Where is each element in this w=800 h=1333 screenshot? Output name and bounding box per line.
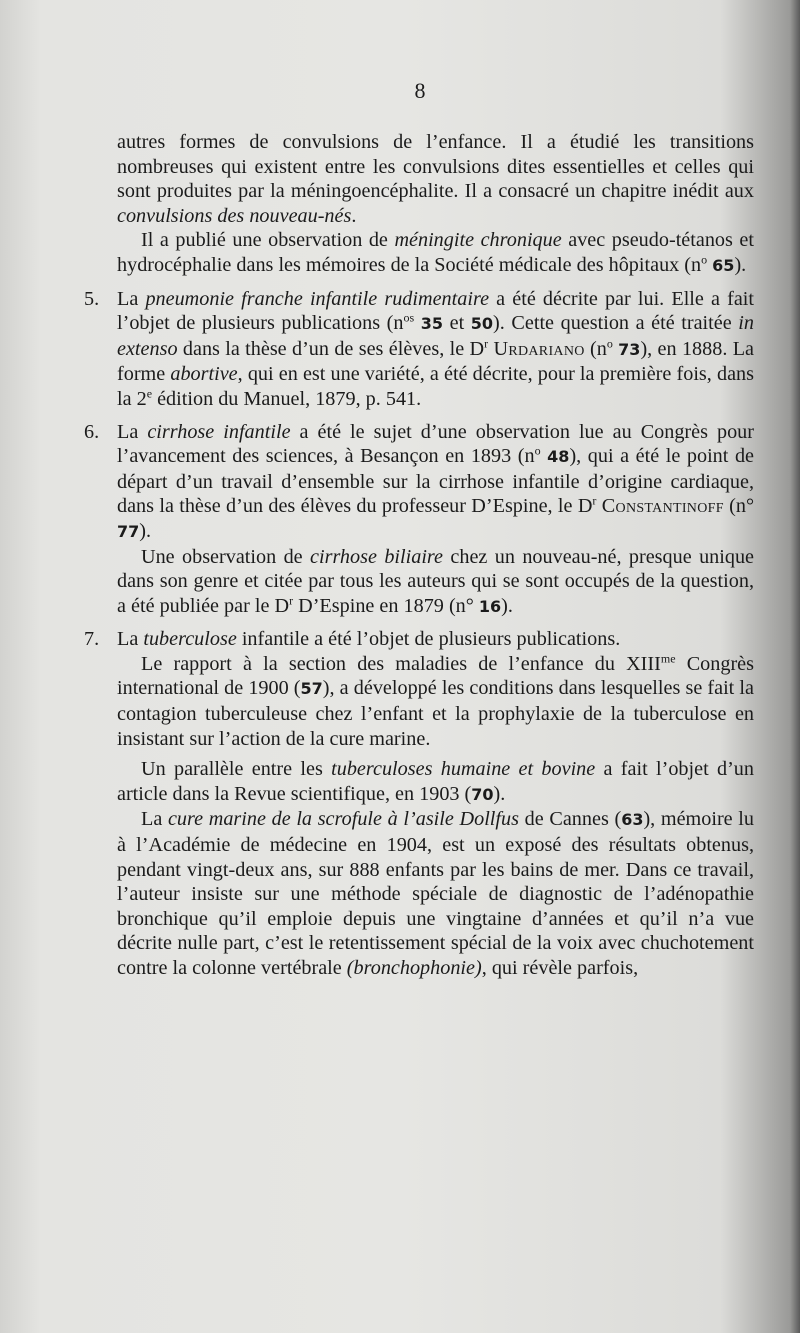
section-item-7 xyxy=(84,627,755,980)
italic-run: méningite chronique xyxy=(394,229,562,252)
text-run: ), qui a été le point de départ d’un travail d’ensemble sur la cirrhose infantile d’origine cardiaque, dans la thèse d’un des élèves du professeur D’Espine, le D xyxy=(117,445,755,518)
italic-run: cure marine de la scrofule à l’asile Dollfus xyxy=(167,808,519,831)
italic-run: cirrhose biliaire xyxy=(310,545,444,568)
item-7-paragraph-1 xyxy=(117,627,754,652)
text-run: La xyxy=(141,808,168,831)
item-number: 5. xyxy=(84,287,100,310)
text-run: D’Espine en 1879 (n° xyxy=(293,594,479,617)
text-run: ), en 1888. La forme xyxy=(117,337,755,386)
page-body xyxy=(84,130,755,981)
italic-run: abortive xyxy=(170,363,238,386)
italic-run: in extenso xyxy=(117,312,754,360)
reference-number: 48 xyxy=(547,447,570,467)
intro-paragraph-1 xyxy=(117,130,754,228)
superscript: o xyxy=(534,443,541,458)
italic-run: convulsions des nouveau-nés xyxy=(117,204,352,227)
text-run: autres formes de convulsions de l’enfance. Il a étudié les transitions nombreuses qui existent entre les convulsions dites essentielles et celles qui sont produites par la méningoencéphalite. Il a consacré un chapitre inédit aux xyxy=(117,131,754,203)
section-item-6 xyxy=(84,420,755,620)
reference-number: 70 xyxy=(471,784,494,804)
italic-run: (bronchophonie) xyxy=(346,957,482,979)
item-6-paragraph-2 xyxy=(117,545,754,620)
text-run: La xyxy=(117,628,144,651)
text-run: a fait l’objet d’un article dans la Revue scientifique, en 1903 ( xyxy=(117,758,754,805)
text-run: infantile a été l’objet de plusieurs publications. xyxy=(236,628,621,651)
item-number: 6. xyxy=(84,420,100,443)
reference-number: 73 xyxy=(618,339,641,359)
text-run: et xyxy=(443,312,471,335)
superscript: o xyxy=(606,336,613,351)
text-run: dans la thèse d’un de ses élèves, le D xyxy=(177,337,485,360)
reference-number: 77 xyxy=(117,521,140,541)
reference-number: 63 xyxy=(621,810,644,830)
text-run: Il a publié une observation de xyxy=(141,229,395,252)
italic-run: tuberculoses humaine et bovine xyxy=(331,758,596,781)
text-run: ). xyxy=(493,782,506,805)
text-run: édition du Manuel, 1879, p. 541. xyxy=(152,387,422,410)
text-run xyxy=(414,312,421,334)
reference-number: 65 xyxy=(712,255,735,275)
text-run: Un parallèle entre les xyxy=(141,758,332,781)
italic-run: pneumonie franche infantile rudimentaire xyxy=(145,287,490,310)
item-5-paragraph xyxy=(117,287,754,412)
reference-number: 16 xyxy=(478,596,502,616)
page-number: 8 xyxy=(414,78,426,103)
intro-paragraph-2 xyxy=(117,228,754,278)
text-run: (n° xyxy=(723,495,755,518)
superscript: me xyxy=(660,651,676,666)
superscript: r xyxy=(484,336,489,351)
item-7-paragraph-3 xyxy=(117,757,754,807)
superscript: os xyxy=(403,310,415,325)
reference-number: 57 xyxy=(300,679,323,699)
italic-run: tuberculose xyxy=(143,628,237,651)
text-run: ), a développé les conditions dans lesquelles se fait la contagion tuberculeuse chez l’enfant et la prophylaxie de la tuberculose en insistant sur l’action de la cure marine. xyxy=(117,677,754,750)
text-run: ). xyxy=(139,519,152,542)
author-name: Constantinoff xyxy=(601,495,724,518)
text-run: (n xyxy=(584,337,607,360)
text-run: La xyxy=(117,420,148,443)
text-run: La xyxy=(117,287,146,310)
text-run: a été le sujet d’une observation lue au Congrès pour l’avancement des sciences, à Besançon en 1893 (n xyxy=(117,420,754,468)
text-run: . xyxy=(351,204,357,227)
text-run: , qui révèle parfois, xyxy=(481,957,639,979)
text-run: ), mémoire lu à l’Académie de médecine en 1904, est un exposé des résultats obtenus, pendant vingt-deux ans, sur 888 enfants par les bains de mer. Dans ce travail, l’auteur insiste sur une méthode spéciale de diagnostic de l’adénopathie bronchique qu’il emploie depuis une vingtaine d’années et qu’il n’a vue décrite nulle part, c’est le retentissement spécial de la voix avec chuchotement contre la colonne vertébrale xyxy=(117,808,755,979)
text-run: ). Cette question a été traitée xyxy=(493,312,739,335)
italic-run: cirrhose infantile xyxy=(147,420,291,443)
text-run: ). xyxy=(734,253,747,276)
text-run: ). xyxy=(501,594,513,617)
item-7-paragraph-2 xyxy=(117,652,754,751)
superscript: e xyxy=(146,386,153,401)
text-run: de Cannes ( xyxy=(518,808,622,831)
text-run: Le rapport à la section des maladies de l’enfance du XIII xyxy=(141,652,661,675)
reference-number: 35 xyxy=(420,314,444,334)
text-run: Une observation de xyxy=(141,545,311,568)
text-run: Congrès international de 1900 ( xyxy=(117,652,754,700)
item-7-paragraph-4 xyxy=(117,807,754,980)
text-run: , qui en est une variété, a été décrite, pour la première fois, dans la 2 xyxy=(117,363,754,410)
reference-number: 50 xyxy=(470,314,494,334)
superscript: o xyxy=(701,252,708,267)
section-item-5 xyxy=(84,287,755,412)
superscript: r xyxy=(289,592,294,607)
item-number: 7. xyxy=(84,628,100,651)
author-name: Urdariano xyxy=(493,337,585,360)
text-run: avec pseudo-tétanos et hydrocéphalie dans les mémoires de la Société médicale des hôpitaux (n xyxy=(117,229,754,276)
text-run: a été décrite par lui. Elle a fait l’objet de plusieurs publications (n xyxy=(117,287,754,335)
item-6-paragraph-1 xyxy=(117,420,754,545)
text-run: chez un nouveau-né, presque unique dans son genre et citée par tous les auteurs qui se sont occupés de la question, a été publiée par le D xyxy=(117,545,755,617)
superscript: r xyxy=(592,493,597,508)
